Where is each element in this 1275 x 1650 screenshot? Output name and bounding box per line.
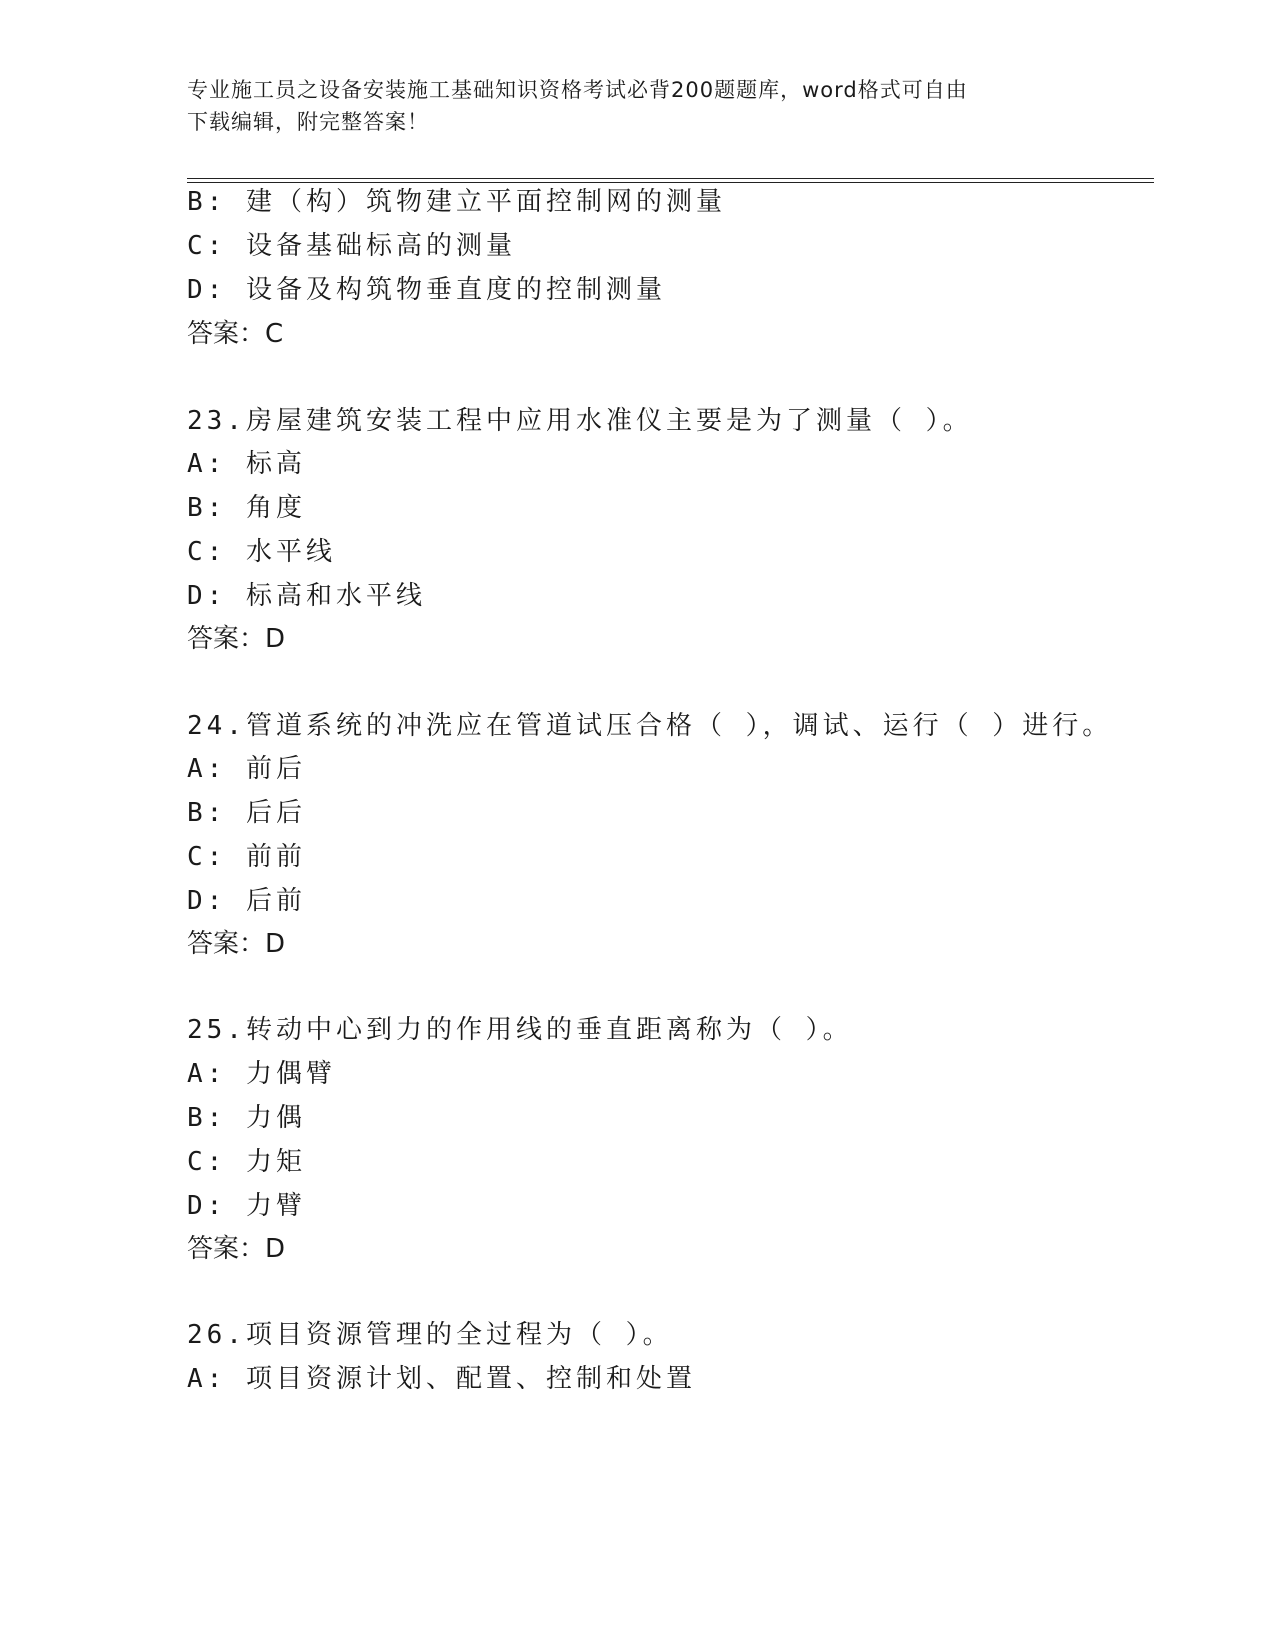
document-header (187, 74, 1087, 138)
q25-answer: 答案：D (187, 1234, 286, 1264)
q22-answer: 答案：C (187, 319, 284, 349)
header-title-line-2: 下载编辑，附完整答案！ (187, 110, 429, 134)
q25-option-b: B: 力偶 (187, 1103, 306, 1133)
q23-option-d: D: 标高和水平线 (187, 581, 426, 611)
q23-option-c: C: 水平线 (187, 537, 336, 567)
q24-option-d: D: 后前 (187, 886, 306, 916)
q23-stem: 23.房屋建筑安装工程中应用水准仪主要是为了测量（ ）。 (187, 406, 973, 436)
header-title-line-1: 专业施工员之设备安装施工基础知识资格考试必背200题题库，word格式可自由 (187, 78, 968, 102)
q22-option-c: C: 设备基础标高的测量 (187, 231, 516, 261)
q24-stem: 24.管道系统的冲洗应在管道试压合格（ ），调试、运行（ ）进行。 (187, 711, 1113, 741)
q24-answer: 答案：D (187, 929, 286, 959)
q26-stem: 26.项目资源管理的全过程为（ ）。 (187, 1320, 673, 1350)
q24-option-b: B: 后后 (187, 798, 306, 828)
q23-option-a: A: 标高 (187, 449, 306, 479)
q25-stem: 25.转动中心到力的作用线的垂直距离称为（ ）。 (187, 1015, 853, 1045)
q25-option-d: D: 力臂 (187, 1191, 306, 1221)
q23-option-b: B: 角度 (187, 493, 306, 523)
q25-option-c: C: 力矩 (187, 1147, 306, 1177)
q24-option-a: A: 前后 (187, 754, 306, 784)
q23-answer: 答案：D (187, 624, 286, 654)
q25-option-a: A: 力偶臂 (187, 1059, 336, 1089)
q22-option-d: D: 设备及构筑物垂直度的控制测量 (187, 275, 666, 305)
q24-option-c: C: 前前 (187, 842, 306, 872)
header-double-rule (187, 178, 1154, 183)
q22-option-b: B: 建（构）筑物建立平面控制网的测量 (187, 187, 726, 217)
q26-option-a: A: 项目资源计划、配置、控制和处置 (187, 1364, 696, 1394)
